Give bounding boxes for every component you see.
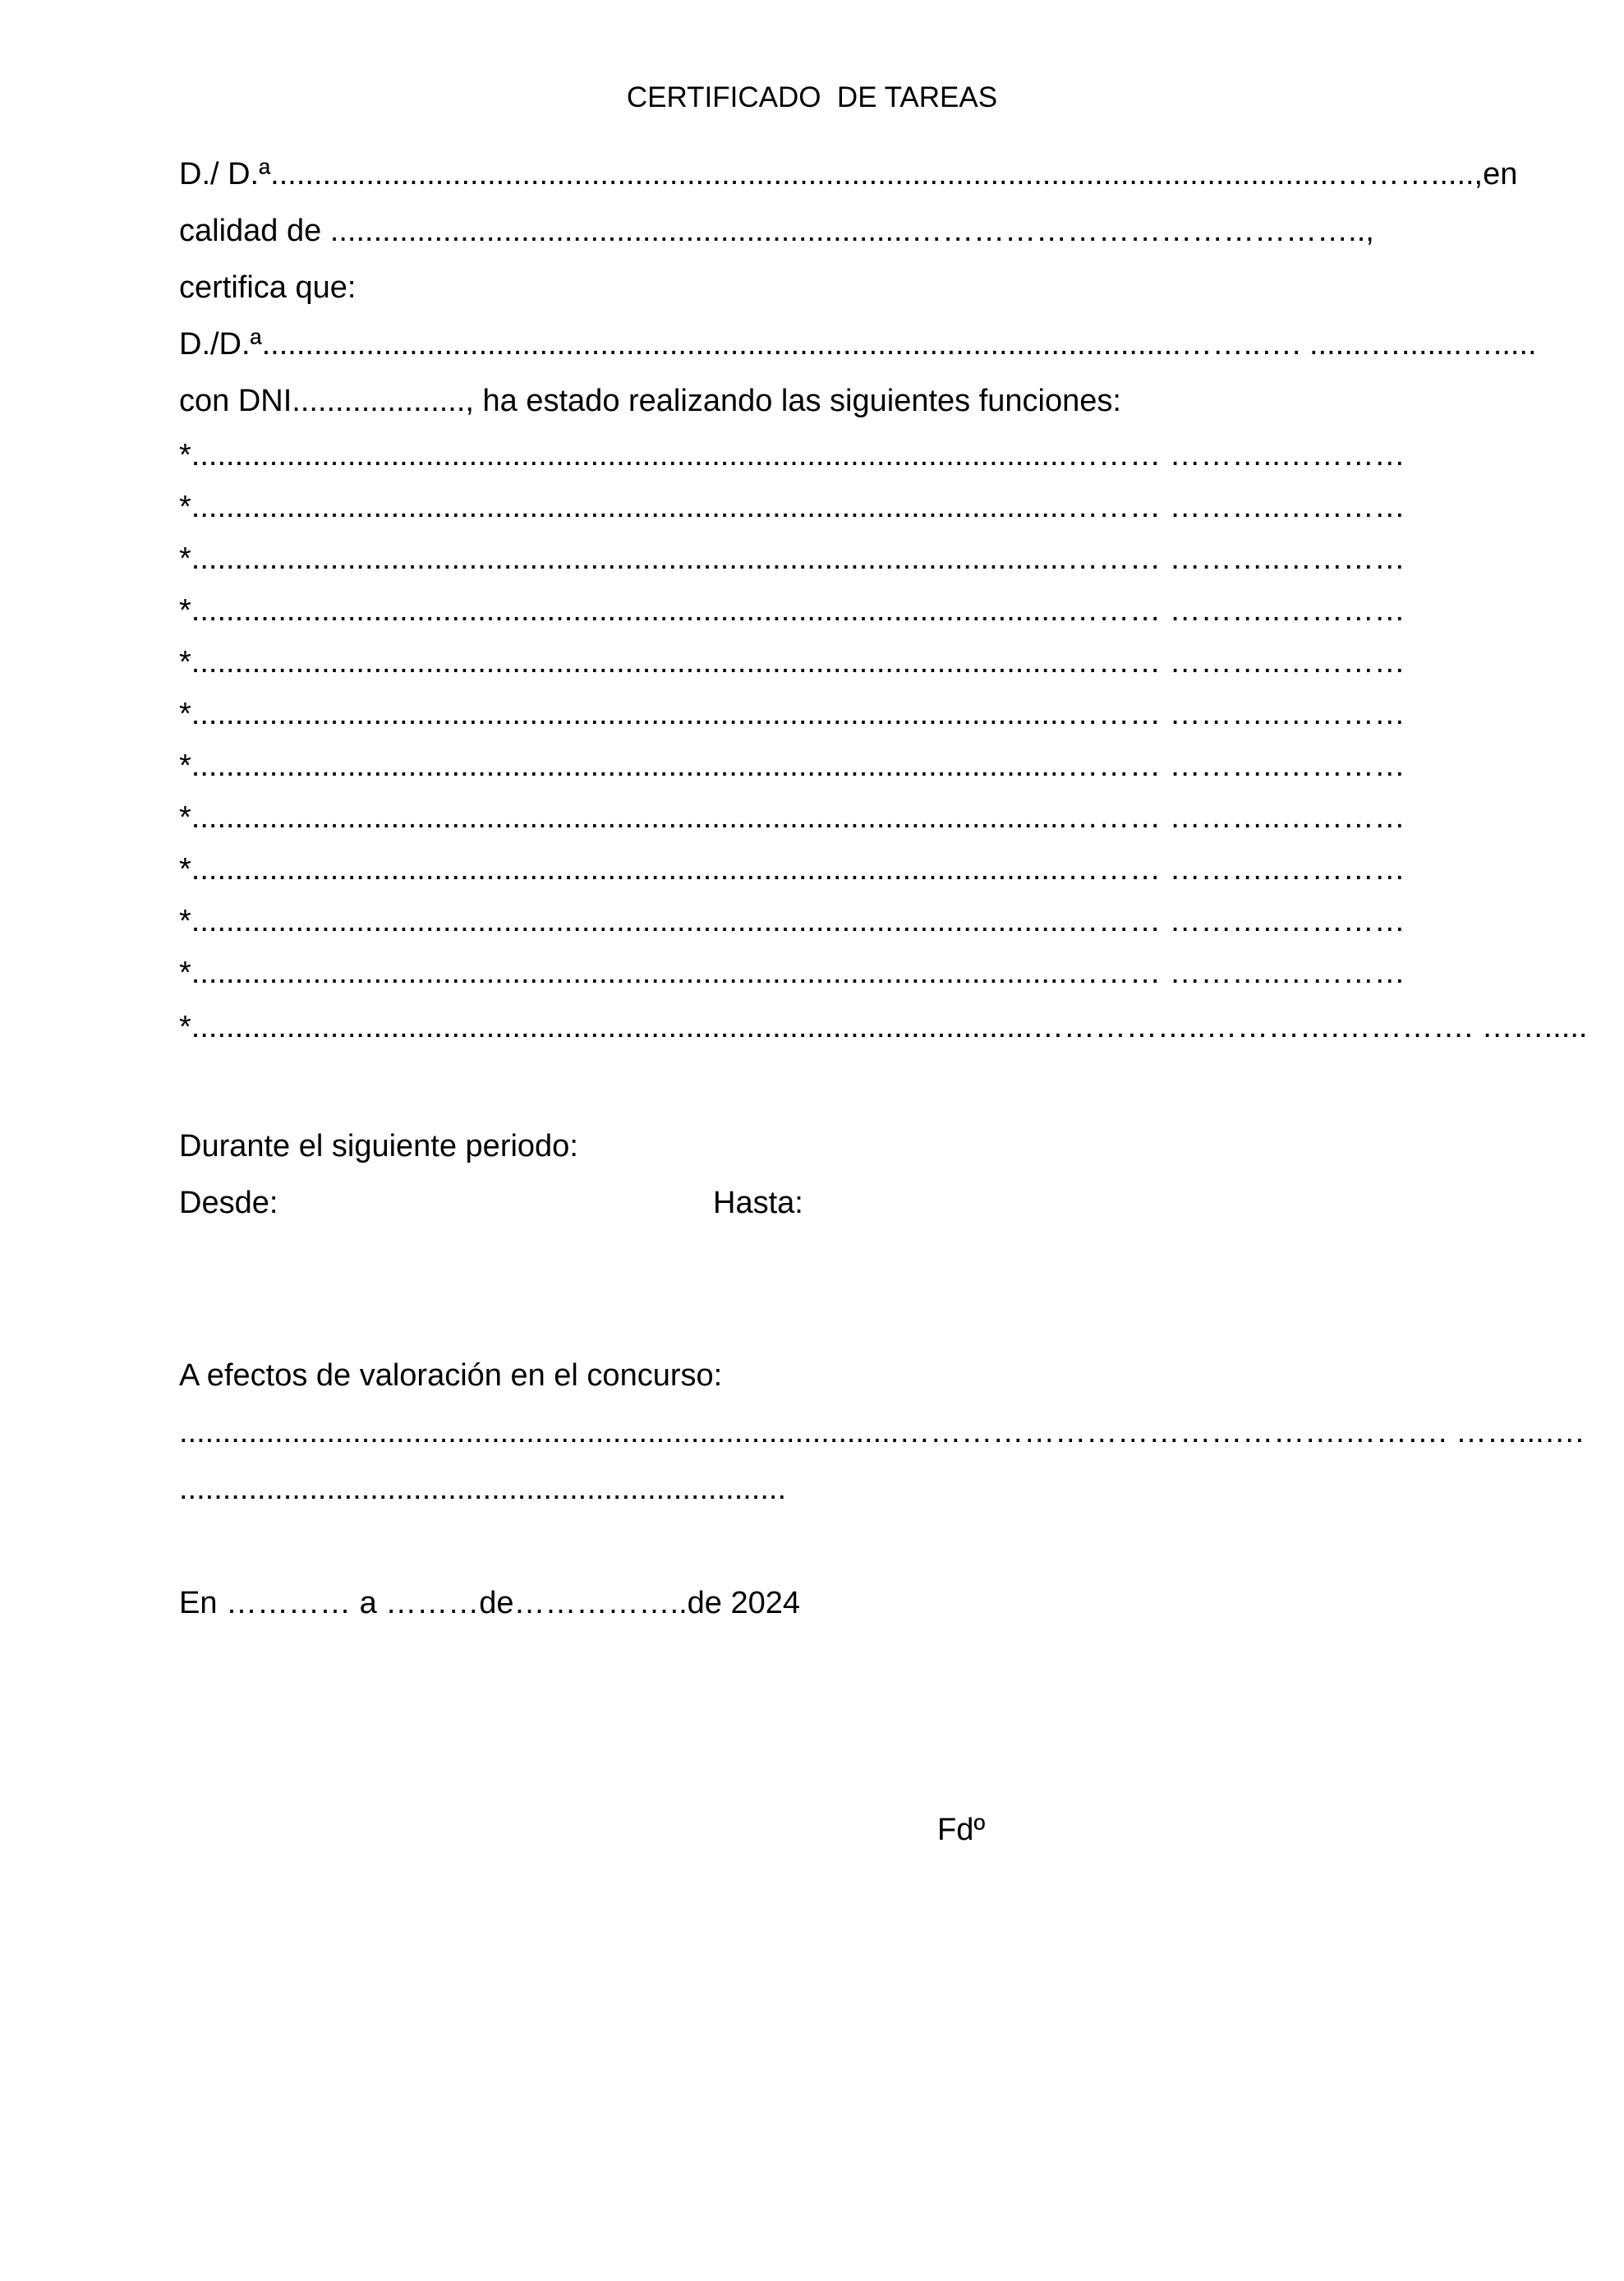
list-item: *.....................................................................................................……… ………..…………	[179, 956, 1405, 990]
list-item: *.....................................................................................................……… ………..…………	[179, 541, 1405, 576]
name-line-text: D./ D.ª...........................................................................................................................……….....,	[179, 157, 1484, 191]
efectos-line-1: ...................................................................................…………………………………….………. ……...….	[179, 1415, 1585, 1449]
signature-label: Fdº	[937, 1813, 986, 1847]
list-item: *.....................................................................................................……… ………..…………	[179, 593, 1405, 628]
list-item: *.....................................................................................................……… ………..…………	[179, 645, 1405, 680]
list-item: *.....................................................................................................……… ………..…………	[179, 800, 1405, 835]
name-line-suffix: en	[1483, 157, 1518, 191]
list-item: *.....................................................................................................……… ………..…………	[179, 904, 1405, 938]
person-line: D./D.ª..........................................................................................................……..…. .......….......….....	[179, 327, 1537, 362]
dni-line: con DNI...................., ha estado realizando las siguientes funciones:	[179, 384, 1121, 418]
efectos-label: A efectos de valoración en el concurso:	[179, 1358, 723, 1393]
name-line	[179, 155, 1518, 193]
period-label: Durante el siguiente periodo:	[179, 1129, 578, 1164]
hasta-label: Hasta:	[713, 1186, 803, 1220]
list-item: *.....................................................................................................……… ………..…………	[179, 490, 1405, 524]
desde-label: Desde:	[179, 1186, 278, 1220]
list-item: *.....................................................................................................……… ………..…………	[179, 749, 1405, 783]
list-item: *.....................................................................................................……… ………..…………	[179, 697, 1405, 731]
page-title: CERTIFICADO DE TAREAS	[626, 81, 998, 113]
list-item: *.....................................................................................................……… ………..…………	[179, 852, 1405, 887]
list-item: *.................................................................................................……………..………….…………. …….....	[179, 1010, 1588, 1044]
capacity-line: calidad de ...................................................................……………………………………..,	[179, 214, 1374, 248]
certifies-line: certifica que:	[179, 270, 357, 305]
list-item: *.....................................................................................................……… ………..…………	[179, 438, 1405, 472]
date-line: En ………… a ………de……………..de 2024	[179, 1586, 801, 1620]
efectos-line-2: ......................................................................	[179, 1472, 787, 1506]
